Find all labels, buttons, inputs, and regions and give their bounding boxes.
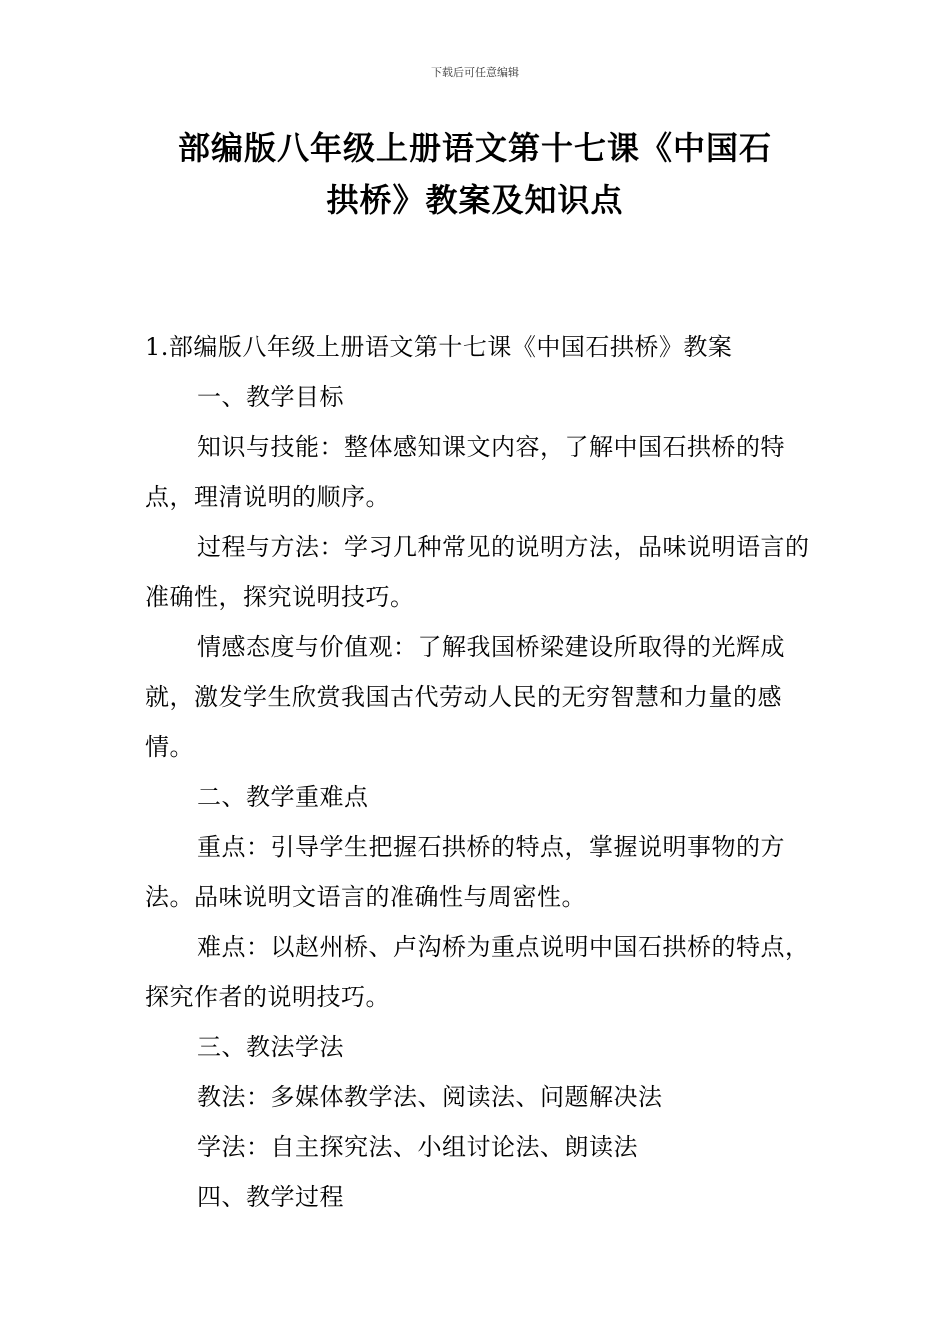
document-body xyxy=(145,322,810,1222)
document-title xyxy=(110,122,840,226)
section-heading: 1.部编版八年级上册语文第十七课《中国石拱桥》教案 xyxy=(145,333,733,361)
paragraph: 学法：自主探究法、小组讨论法、朗读法 xyxy=(197,1133,638,1161)
subsection-heading: 二、教学重难点 xyxy=(197,783,369,811)
subsection-heading: 四、教学过程 xyxy=(197,1183,344,1211)
header-note: 下载后可任意编辑 xyxy=(431,66,519,79)
paragraph: 情感态度与价值观：了解我国桥梁建设所取得的光辉成就，激发学生欣赏我国古代劳动人民的无穷智慧和力量的感情。 xyxy=(145,633,785,761)
subsection-heading: 一、教学目标 xyxy=(197,383,344,411)
title-line-2: 拱桥》教案及知识点 xyxy=(326,181,624,219)
subsection-heading: 三、教法学法 xyxy=(197,1033,344,1061)
paragraph: 过程与方法：学习几种常见的说明方法，品味说明语言的准确性，探究说明技巧。 xyxy=(145,533,810,611)
title-line-1: 部编版八年级上册语文第十七课《中国石 xyxy=(177,129,772,167)
paragraph: 难点：以赵州桥、卢沟桥为重点说明中国石拱桥的特点，探究作者的说明技巧。 xyxy=(145,933,810,1011)
paragraph: 知识与技能：整体感知课文内容，了解中国石拱桥的特点，理清说明的顺序。 xyxy=(145,433,785,511)
paragraph: 重点：引导学生把握石拱桥的特点，掌握说明事物的方法。品味说明文语言的准确性与周密性。 xyxy=(145,833,785,911)
paragraph: 教法：多媒体教学法、阅读法、问题解决法 xyxy=(197,1083,663,1111)
